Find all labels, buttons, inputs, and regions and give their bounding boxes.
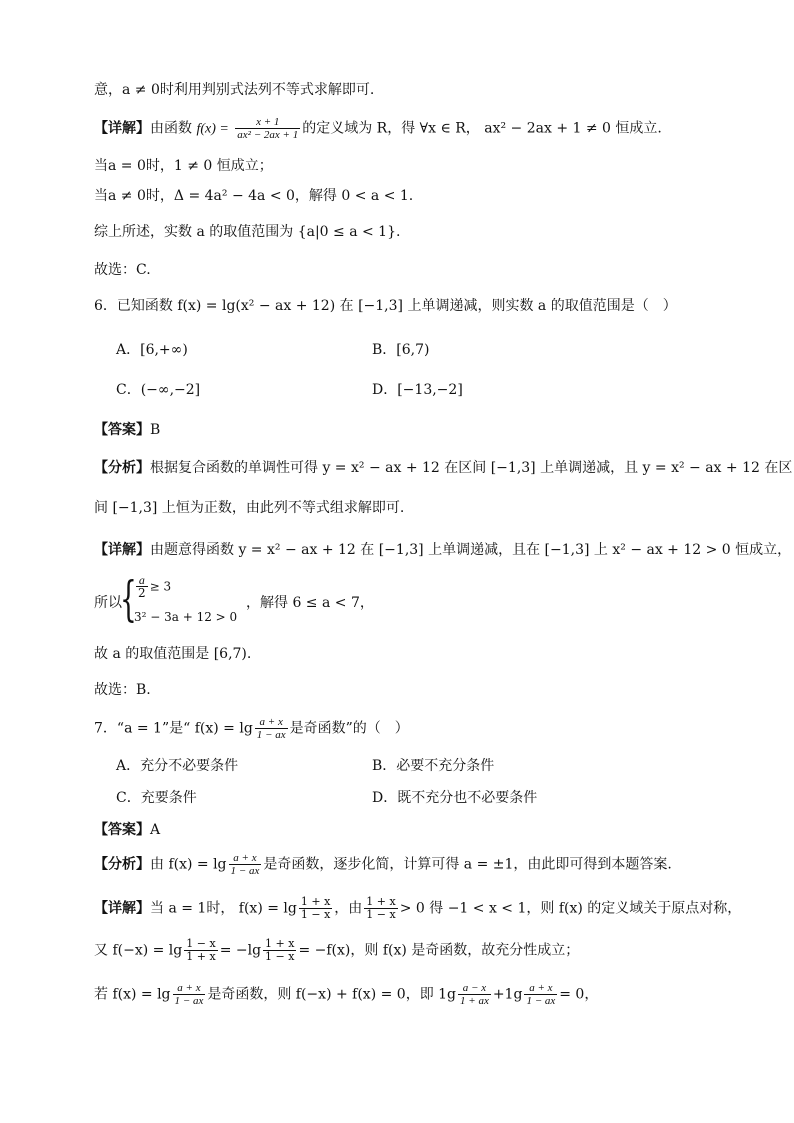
- text: 由题意得函数 y = x² − ax + 12 在 [−1,3] 上单调递减，且在 [−1,3] 上 x² − ax + 12 > 0 恒成立，: [150, 542, 792, 558]
- fraction: [299, 896, 332, 921]
- paragraph-text: 故 a 的取值范围是 [6,7).: [94, 646, 252, 662]
- fraction: [364, 896, 397, 921]
- option-b: B．[6,7): [372, 342, 430, 358]
- fraction: [136, 574, 148, 599]
- answer-value: A: [150, 822, 161, 838]
- fraction-denominator: 2: [138, 586, 146, 600]
- option-d: D．既不充分也不必要条件: [372, 790, 538, 806]
- text: 是奇函数”的（ ）: [289, 720, 409, 737]
- detail-tag: 【详解】: [94, 542, 150, 558]
- text: +1g: [492, 986, 523, 1003]
- fraction-numerator: 1 − x: [186, 937, 216, 950]
- text: 若 f(x) = lg: [94, 986, 171, 1003]
- text: 由函数: [150, 120, 192, 137]
- fraction-numerator: a + x: [229, 852, 262, 865]
- fraction-denominator: 1 + x: [186, 950, 216, 963]
- math: f(x) =: [196, 121, 229, 137]
- option-b: B．必要不充分条件: [372, 758, 495, 774]
- detail-tag: 【详解】: [94, 900, 150, 917]
- fraction-denominator: 1 + ax: [460, 995, 489, 1007]
- fraction-denominator: ax² − 2ax + 1: [237, 129, 299, 141]
- fraction-numerator: a + x: [173, 982, 206, 995]
- detail-line: [94, 116, 734, 141]
- detail-line: [94, 540, 792, 560]
- text: ，由: [334, 900, 363, 917]
- question-stem: [94, 716, 734, 741]
- answer-tag: 【答案】: [94, 422, 150, 438]
- answer-value: B: [150, 422, 161, 438]
- paragraph-text: 意，a ≠ 0时利用判别式法列不等式求解即可.: [94, 82, 375, 98]
- fraction: [184, 938, 217, 963]
- text: 当 a = 1时， f(x) = lg: [150, 900, 297, 917]
- fraction-numerator: a + x: [255, 716, 288, 729]
- left-brace: {: [120, 571, 137, 627]
- text: = −f(x)，则 f(x) 是奇函数，故充分性成立；: [298, 942, 580, 959]
- option-a: A．[6,+∞): [116, 342, 188, 358]
- paragraph-text: 综上所述，实数 a 的取值范围为 {a|0 ≤ a < 1}.: [94, 224, 401, 240]
- fraction: [235, 116, 300, 141]
- detail-tag: 【详解】: [94, 120, 150, 137]
- paragraph-text: 当a ≠ 0时，Δ = 4a² − 4a < 0，解得 0 < a < 1.: [94, 188, 414, 204]
- fraction-numerator: a + x: [524, 982, 557, 995]
- fraction-denominator: 1 − ax: [230, 865, 260, 877]
- answer-tag: 【答案】: [94, 822, 150, 838]
- choice-line: 故选：B.: [94, 682, 151, 698]
- fraction-numerator: x + 1: [235, 116, 300, 129]
- fraction-numerator: 1 + x: [300, 895, 331, 908]
- question-stem: 6．已知函数 f(x) = lg(x² − ax + 12) 在 [−1,3] 上单调递减，则实数 a 的取值范围是（ ）: [94, 298, 677, 314]
- answer-line: [94, 820, 734, 840]
- system-row-2: 3² − 3a + 12 > 0: [134, 610, 238, 624]
- fraction: [458, 982, 491, 1007]
- analysis-line: [94, 852, 734, 877]
- fraction-denominator: 1 − ax: [256, 729, 286, 741]
- fraction: [263, 938, 296, 963]
- text: 由 f(x) = lg: [150, 856, 227, 873]
- system-row-1: [134, 574, 171, 599]
- text: 又 f(−x) = lg: [94, 942, 183, 959]
- fraction: [173, 982, 206, 1007]
- option-d: D．[−13,−2]: [372, 382, 463, 398]
- text: = −lg: [219, 942, 262, 959]
- fraction-denominator: 1 − x: [366, 908, 396, 921]
- fraction-numerator: a: [136, 574, 148, 587]
- detail-line: [94, 895, 742, 921]
- answer-line: [94, 420, 734, 440]
- fraction-denominator: 1 − ax: [526, 995, 556, 1007]
- text: 是奇函数，逐步化简，计算可得 a = ±1，由此即可得到本题答案.: [263, 856, 672, 873]
- fraction: [524, 982, 557, 1007]
- text: > 0 得 −1 < x < 1，则 f(x) 的定义域关于原点对称，: [399, 900, 742, 917]
- text: 所以: [94, 595, 122, 611]
- analysis-tag: 【分析】: [94, 460, 150, 476]
- fraction-numerator: 1 + x: [366, 895, 396, 908]
- paragraph-text: 间 [−1,3] 上恒为正数，由此列不等式组求解即可.: [94, 500, 405, 516]
- detail-line: [94, 938, 734, 963]
- fraction-denominator: 1 − x: [265, 950, 295, 963]
- fraction-numerator: a − x: [458, 982, 491, 995]
- analysis-line: [94, 458, 793, 478]
- fraction-denominator: 1 − x: [300, 908, 331, 921]
- analysis-tag: 【分析】: [94, 856, 150, 873]
- option-c: C．(−∞,−2]: [116, 382, 201, 398]
- text: 是奇函数，则 f(−x) + f(x) = 0，即 1g: [207, 986, 457, 1003]
- detail-line: [94, 982, 734, 1007]
- text: 根据复合函数的单调性可得 y = x² − ax + 12 在区间 [−1,3] 上单调递减，且 y = x² − ax + 12 在区: [150, 460, 793, 476]
- fraction-denominator: 1 − ax: [174, 995, 204, 1007]
- text: = 0，: [559, 986, 599, 1003]
- paragraph-text: 当a = 0时，1 ≠ 0 恒成立；: [94, 158, 273, 174]
- choice-line: 故选：C.: [94, 262, 151, 278]
- text: ≥ 3: [149, 579, 172, 594]
- text: 7．“a = 1”是“ f(x) = lg: [94, 720, 253, 737]
- fraction-numerator: 1 + x: [265, 937, 295, 950]
- option-a: A．充分不必要条件: [116, 758, 239, 774]
- text: 的定义域为 R，得 ∀x ∈ R， ax² − 2ax + 1 ≠ 0 恒成立.: [302, 120, 662, 137]
- fraction: [229, 852, 262, 877]
- option-c: C．充要条件: [116, 790, 197, 806]
- fraction: [255, 716, 288, 741]
- text: ，解得 6 ≤ a < 7，: [246, 595, 374, 611]
